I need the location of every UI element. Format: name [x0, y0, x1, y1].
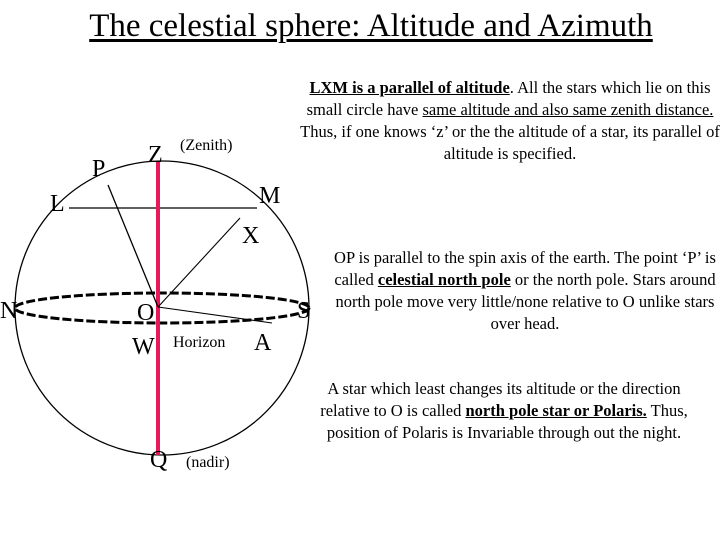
parallel-of-altitude-paragraph [300, 77, 720, 165]
label-x: X [242, 223, 260, 249]
label-z: Z [148, 142, 163, 168]
lxm-heading: LXM is a parallel of altitude [309, 78, 510, 97]
label-n: N [0, 298, 18, 324]
label-m: M [259, 183, 281, 209]
op-text-1: OP is parallel to the spin axis of the earth. The point ‘P’ is called [334, 248, 716, 289]
label-horizon: Horizon [173, 334, 226, 351]
polaris-text-1: A star which least changes its altitude or the direction relative to O is called [320, 379, 681, 420]
polaris-paragraph [318, 378, 690, 444]
label-q: Q [150, 447, 168, 473]
label-nadir: (nadir) [186, 454, 230, 471]
op-term: celestial north pole [377, 270, 511, 289]
op-line [108, 185, 158, 307]
slide-title: The celestial sphere: Altitude and Azimuth [89, 8, 653, 44]
lxm-text-2: Thus, if one knows ‘z’ or the the altitude of a star, its parallel of altitude is specified. [300, 122, 720, 163]
lxm-text-1: . All the stars which lie on this small circle have [306, 78, 711, 119]
label-w: W [132, 334, 155, 360]
label-s: S [297, 298, 311, 324]
label-a: A [254, 330, 272, 356]
label-o: O [137, 300, 155, 326]
op-text-2: or the north pole. Stars around north pole move very little/none relative to O unlike stars over head. [335, 270, 716, 333]
label-zenith: (Zenith) [180, 137, 233, 154]
lxm-underlined: same altitude and also same zenith distance. [422, 100, 714, 119]
polaris-term: north pole star or Polaris. [465, 401, 647, 420]
label-l: L [50, 191, 65, 217]
polaris-text-2: Thus, position of Polaris is Invariable through out the night. [326, 401, 688, 442]
label-p: P [92, 156, 106, 182]
celestial-pole-paragraph [330, 247, 720, 335]
